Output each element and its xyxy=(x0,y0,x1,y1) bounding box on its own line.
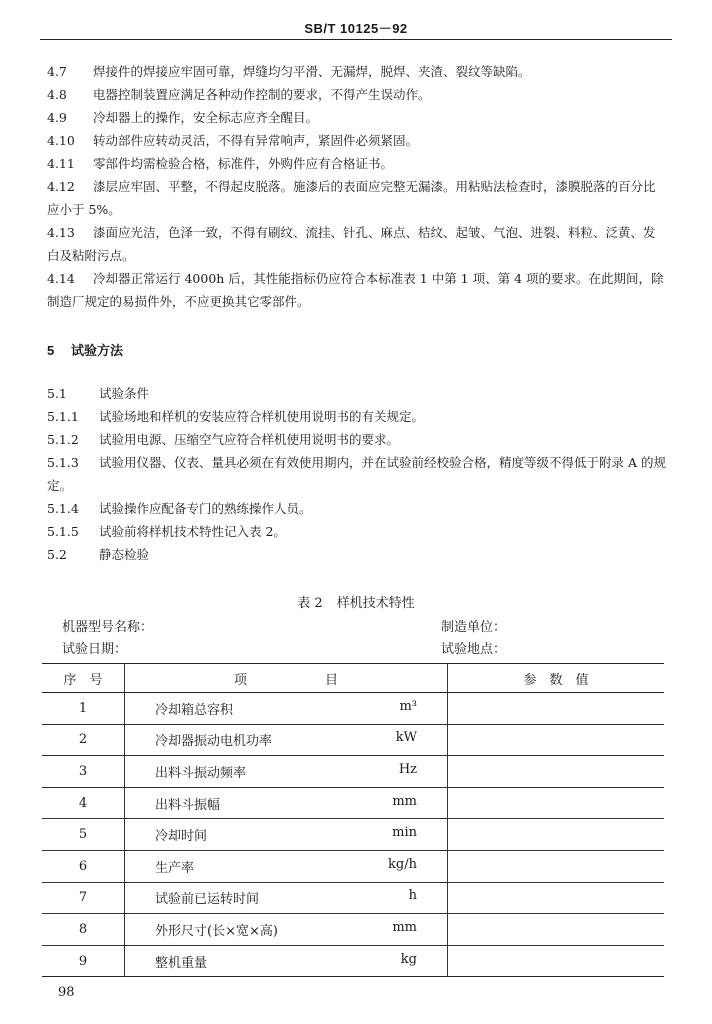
clause-number: 5.1.2 xyxy=(47,432,79,447)
standard-header: SB/T 10125－92 xyxy=(304,21,408,36)
clause-5-1 xyxy=(47,382,667,405)
table-title: 样机技术特性 xyxy=(336,596,415,611)
row-seq: 9 xyxy=(42,945,125,977)
item-name: 生产率 xyxy=(155,860,195,876)
clause-5-1-2 xyxy=(47,428,667,451)
item-unit: mm xyxy=(392,919,417,935)
test-location-label: 试验地点： xyxy=(441,642,507,657)
item-unit: kg xyxy=(400,951,417,967)
table-row xyxy=(42,756,664,788)
clause-number: 5.1 xyxy=(47,386,67,401)
clause-4-7 xyxy=(47,60,667,83)
item-unit: Hz xyxy=(398,761,417,777)
clause-text: 漆层应牢固、平整，不得起皮脱落。施漆后的表面应完整无漏漆。用粘贴法检查时，漆膜脱落的百分比应小于 5%。 xyxy=(47,179,656,217)
item-name: 外形尺寸(长×宽×高) xyxy=(155,923,278,939)
clause-number: 4.13 xyxy=(47,225,75,240)
row-value xyxy=(448,693,665,725)
item-name: 整机重量 xyxy=(155,955,208,971)
row-item xyxy=(125,787,448,819)
section-title: 试验方法 xyxy=(71,343,124,358)
item-name: 冷却器振动电机功率 xyxy=(155,734,273,750)
row-seq: 5 xyxy=(42,819,125,851)
row-item xyxy=(125,724,448,756)
clause-number: 5.1.1 xyxy=(47,409,79,424)
table-row xyxy=(42,945,664,977)
row-seq: 7 xyxy=(42,882,125,914)
clause-text: 试验用电源、压缩空气应符合样机使用说明书的要求。 xyxy=(99,432,400,447)
clause-5-1-5 xyxy=(47,520,667,543)
row-value xyxy=(448,787,665,819)
clause-text: 零部件均需检验合格，标准件，外购件应有合格证书。 xyxy=(93,156,394,171)
test-date-label: 试验日期： xyxy=(62,642,128,657)
row-value xyxy=(448,945,665,977)
row-value xyxy=(448,850,665,882)
clause-number: 5.1.5 xyxy=(47,524,79,539)
table-row xyxy=(42,882,664,914)
clause-5-1-1 xyxy=(47,405,667,428)
row-item xyxy=(125,945,448,977)
item-name: 冷却时间 xyxy=(155,829,208,845)
row-seq: 6 xyxy=(42,850,125,882)
clause-text: 试验场地和样机的安装应符合样机使用说明书的有关规定。 xyxy=(99,409,425,424)
item-name: 出料斗振动频率 xyxy=(155,765,247,781)
table-row xyxy=(42,693,664,725)
header-rule xyxy=(40,39,672,40)
row-item xyxy=(125,819,448,851)
section-number: 5 xyxy=(47,343,55,358)
row-item xyxy=(125,882,448,914)
clause-number: 4.11 xyxy=(47,156,75,171)
clause-text: 转动部件应转动灵活，不得有异常响声，紧固件必须紧固。 xyxy=(93,133,419,148)
clause-number: 4.10 xyxy=(47,133,75,148)
clause-5-2 xyxy=(47,543,667,566)
table-row xyxy=(42,850,664,882)
item-unit: mm xyxy=(392,793,417,809)
table-row xyxy=(42,724,664,756)
item-unit: h xyxy=(408,888,417,904)
clause-text: 焊接件的焊接应牢固可靠，焊缝均匀平滑、无漏焊，脱焊、夹渣、裂纹等缺陷。 xyxy=(93,64,531,79)
clause-text: 冷却器上的操作，安全标志应齐全醒目。 xyxy=(93,110,319,125)
clause-number: 4.9 xyxy=(47,110,67,125)
clause-text: 冷却器正常运行 4000h 后，其性能指标仍应符合本标准表 1 中第 1 项、第 4 项的要求。在此期间，除制造厂规定的易损件外，不应更换其它零部件。 xyxy=(47,271,664,309)
clause-4-12 xyxy=(47,175,667,221)
row-seq: 8 xyxy=(42,914,125,946)
clause-number: 5.1.4 xyxy=(47,501,79,516)
spec-table xyxy=(42,663,664,977)
clause-text: 静态检验 xyxy=(99,547,150,562)
table-caption xyxy=(0,592,712,611)
clause-text: 试验操作应配备专门的熟练操作人员。 xyxy=(99,501,312,516)
clause-text: 电器控制装置应满足各种动作控制的要求，不得产生误动作。 xyxy=(93,87,431,102)
clause-4-11 xyxy=(47,152,667,175)
clause-text: 试验条件 xyxy=(99,386,150,401)
row-item xyxy=(125,914,448,946)
item-unit: m³ xyxy=(399,698,417,714)
row-seq: 4 xyxy=(42,787,125,819)
row-item xyxy=(125,756,448,788)
row-seq: 2 xyxy=(42,724,125,756)
clause-5-1-4 xyxy=(47,497,667,520)
header-seq: 序 号 xyxy=(42,664,125,693)
section-heading xyxy=(47,340,123,359)
header-value: 参 数 值 xyxy=(448,664,665,693)
clause-4-10 xyxy=(47,129,667,152)
clause-text: 试验用仪器、仪表、量具必须在有效使用期内，并在试验前经校验合格，精度等级不得低于附录 A 的规定。 xyxy=(47,455,666,493)
clause-5-1-3 xyxy=(47,451,667,497)
item-unit: kg/h xyxy=(388,856,417,872)
item-name: 冷却箱总容积 xyxy=(155,702,234,718)
header-item: 项 目 xyxy=(125,664,448,693)
table-row xyxy=(42,787,664,819)
clause-4-14 xyxy=(47,267,667,313)
clause-4-9 xyxy=(47,106,667,129)
row-value xyxy=(448,724,665,756)
clause-4-13 xyxy=(47,221,667,267)
clause-text: 漆面应光洁，色泽一致，不得有刷纹、流挂、针孔、麻点、桔纹、起皱、气泡、进裂、料粒、泛黄、发白及粘附污点。 xyxy=(47,225,656,263)
row-seq: 3 xyxy=(42,756,125,788)
manufacturer-label: 制造单位： xyxy=(441,620,507,635)
item-name: 出料斗振幅 xyxy=(155,797,221,813)
model-name-label: 机器型号名称： xyxy=(62,620,154,635)
clause-4-8 xyxy=(47,83,667,106)
clause-number: 5.1.3 xyxy=(47,455,79,470)
item-unit: kW xyxy=(395,730,417,746)
clause-number: 4.8 xyxy=(47,87,67,102)
row-item xyxy=(125,693,448,725)
item-unit: min xyxy=(392,825,417,841)
row-seq: 1 xyxy=(42,693,125,725)
row-item xyxy=(125,850,448,882)
table-header-row xyxy=(42,664,664,693)
row-value xyxy=(448,819,665,851)
clause-text: 试验前将样机技术特性记入表 2。 xyxy=(99,524,286,539)
clause-number: 4.7 xyxy=(47,64,67,79)
table-row xyxy=(42,819,664,851)
table-row xyxy=(42,914,664,946)
item-name: 试验前已运转时间 xyxy=(155,892,260,908)
clause-number: 4.14 xyxy=(47,271,75,286)
clause-number: 5.2 xyxy=(47,547,67,562)
row-value xyxy=(448,756,665,788)
row-value xyxy=(448,914,665,946)
table-number: 表 2 xyxy=(297,596,323,611)
page-number: 98 xyxy=(58,985,75,1000)
row-value xyxy=(448,882,665,914)
clause-number: 4.12 xyxy=(47,179,75,194)
